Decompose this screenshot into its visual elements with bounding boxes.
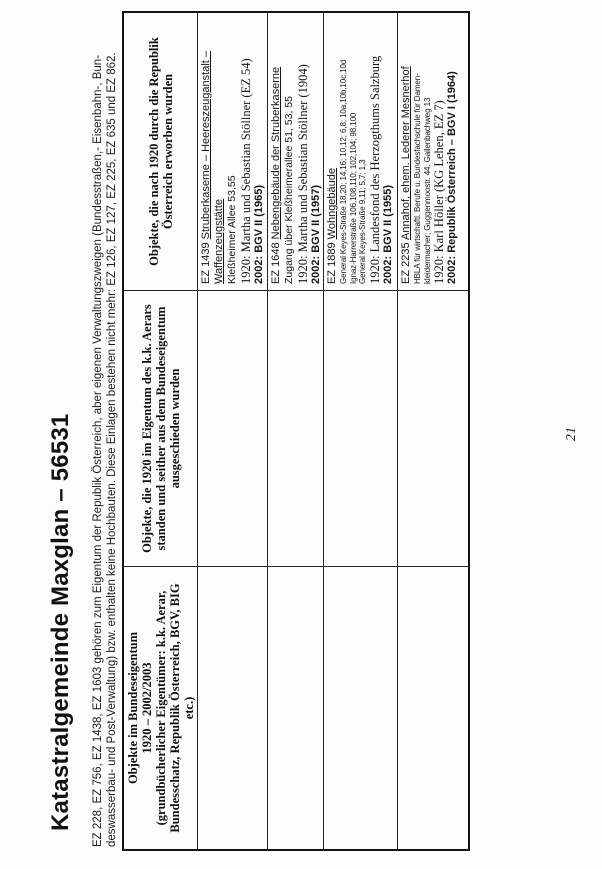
entry-address: Zugang über Kleßheimerallee 51, 53, 55	[283, 96, 295, 284]
entry-ez-line: EZ 1648 Nebengebäude der Struberkaserne	[270, 66, 282, 284]
header-cell-ausgeschieden: Objekte, die 1920 im Eigentum des k.k. Aerars standen und seither aus dem Bundeseigentum ausgeschieden wurden	[124, 290, 198, 566]
page-number: 21	[563, 426, 578, 441]
ownership-table	[122, 11, 470, 851]
header-cell-bundeseigentum: Objekte im Bundeseigentum 1920 – 2002/2003 (grundbücherlicher Eigentümer: k.k. Aerar, Bundesschatz, Republik Österreich, BGV, BIG etc.)	[124, 566, 198, 849]
entry-address: Kleßheimer Allee 53,55	[226, 175, 238, 284]
entry-ez-line: EZ 1439 Struberkaserne – Heereszeuganstalt –	[200, 51, 212, 284]
entry-1920-owner: 1920: Karl Höller (KG Lehen, EZ 7)	[432, 100, 446, 284]
cell-r2-col1-empty	[268, 566, 324, 849]
entry-2002-owner: 2002: BGV II (1955)	[381, 184, 394, 284]
entry-2002-owner: 2002: BGV II (1965)	[252, 184, 265, 284]
entry-1920-owner: 1920: Martha und Sebastian Stöllner (1904)	[295, 64, 310, 284]
cell-r1-col2-empty	[198, 290, 268, 566]
entry-street-list-3: General Keyes-Straße 9,11; 5,7; 1,3	[358, 159, 367, 284]
entry-ez-line: EZ 2235 Annahof, ehem. Lederer Mesnerhof	[400, 66, 412, 284]
entry-usage-line-1: HBLA für wirtschaftl. Berufe u. Bundesfachschule für Damen-	[413, 73, 422, 284]
intro-line-2: deswasserbau- und Post-Verwaltung) bzw. enthalten keine Hochbauten. Diese Einlagen bestehen nicht mehr: EZ 126, EZ 127, EZ 225, EZ 635 und EZ 862.	[105, 52, 118, 847]
entry-ez-1889	[324, 13, 398, 290]
cell-r4-col2-empty	[398, 290, 468, 566]
entry-ez-1439	[198, 13, 268, 290]
entry-street-list-1: General Keyes-Straße 18,20; 14,16; 10,12; 6,8; 10a,10b,10c,10d	[339, 59, 348, 284]
entry-ez-2235	[398, 13, 468, 290]
entry-ez-1648	[268, 13, 324, 290]
cell-r4-col1-empty	[398, 566, 468, 849]
cell-r2-col2-empty	[268, 290, 324, 566]
entry-2002-owner: 2002: Republik Österreich – BGV I (1964)	[446, 71, 458, 284]
cell-r1-col1-empty	[198, 566, 268, 849]
entry-2002-owner: 2002: BGV II (1957)	[309, 184, 322, 284]
intro-paragraph	[92, 7, 119, 847]
page-title: Katastralgemeinde Maxglan – 56531	[47, 413, 74, 831]
entry-1920-owner: 1920: Landesfond des Herzogthums Salzburg	[367, 55, 382, 284]
cell-r3-col2-empty	[324, 290, 398, 566]
entry-usage-line-2: kleidermacher; Guggenmoostr. 44, Gailenbachweg 13	[422, 97, 432, 284]
entry-ez-line-2: Waffenzeugstätte	[213, 199, 225, 284]
entry-1920-owner: 1920: Martha und Sebastian Stöllner (EZ 54)	[238, 58, 253, 284]
entry-ez-line: EZ 1889 Wohngebäude	[326, 167, 338, 284]
intro-line-1: EZ 228, EZ 756, EZ 1438, EZ 1603 gehören zum Eigentum der Republik Österreich, aber eigenen Verwaltungszweigen (Bundesstraßen,- Eisenbahn-, Bun-	[92, 54, 104, 847]
entry-street-list-2: Ignaz-Harrerstraße 106,108,110; 102,104; 98,100	[348, 112, 358, 284]
cell-r3-col1-empty	[324, 566, 398, 849]
header-cell-erworben: Objekte, die nach 1920 durch die Republik Österreich erworben wurden	[124, 13, 198, 290]
